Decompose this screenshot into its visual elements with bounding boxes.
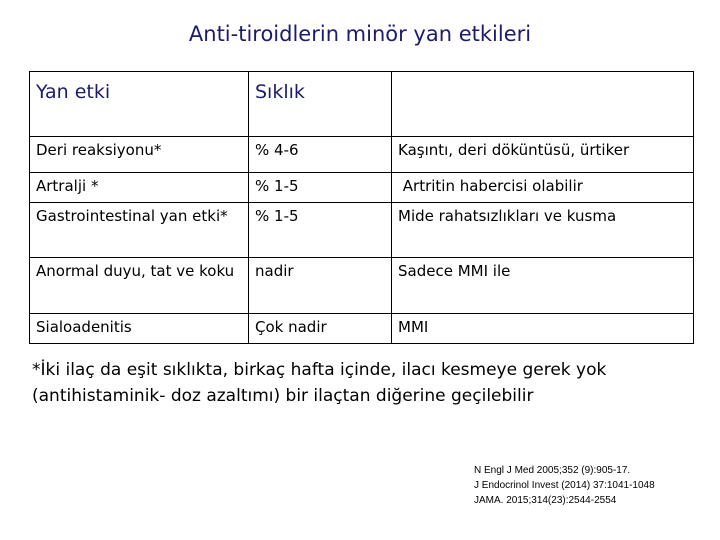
cell-notes: Kaşıntı, deri döküntüsü, ürtiker xyxy=(392,137,694,173)
cell-frequency: nadir xyxy=(249,258,392,314)
table-row xyxy=(30,258,694,314)
table-header-row xyxy=(30,72,694,137)
cell-frequency: % 4-6 xyxy=(249,137,392,173)
page-title: Anti-tiroidlerin minör yan etkileri xyxy=(188,22,532,46)
cell-side-effect: Anormal duyu, tat ve koku xyxy=(30,258,249,314)
footnote: *İki ilaç da eşit sıklıkta, birkaç hafta içinde, ilacı kesmeye gerek yok (antihistaminik- doz azaltımı) bir ilaçtan diğerine geçilebilir xyxy=(32,360,607,406)
cell-frequency: % 1-5 xyxy=(249,203,392,258)
table-row xyxy=(30,137,694,173)
cell-notes: Artritin habercisi olabilir xyxy=(392,173,694,203)
reference-item: J Endocrinol Invest (2014) 37:1041-1048 xyxy=(474,480,655,491)
header-cell-side-effect: Yan etki xyxy=(30,72,249,137)
reference-item: JAMA. 2015;314(23):2544-2554 xyxy=(474,495,617,506)
cell-notes: Mide rahatsızlıkları ve kusma xyxy=(392,203,694,258)
cell-side-effect: Sialoadenitis xyxy=(30,314,249,344)
cell-side-effect: Artralji * xyxy=(30,173,249,203)
table-row xyxy=(30,314,694,344)
reference-item: N Engl J Med 2005;352 (9):905-17. xyxy=(474,465,631,476)
cell-side-effect: Gastrointestinal yan etki* xyxy=(30,203,249,258)
cell-side-effect: Deri reaksiyonu* xyxy=(30,137,249,173)
cell-notes: Sadece MMI ile xyxy=(392,258,694,314)
table-row xyxy=(30,173,694,203)
header-cell-notes xyxy=(392,72,694,137)
cell-frequency: Çok nadir xyxy=(249,314,392,344)
cell-notes: MMI xyxy=(392,314,694,344)
side-effects-table xyxy=(29,71,694,344)
cell-frequency: % 1-5 xyxy=(249,173,392,203)
table-row xyxy=(30,203,694,258)
references xyxy=(474,463,655,508)
header-cell-frequency: Sıklık xyxy=(249,72,392,137)
